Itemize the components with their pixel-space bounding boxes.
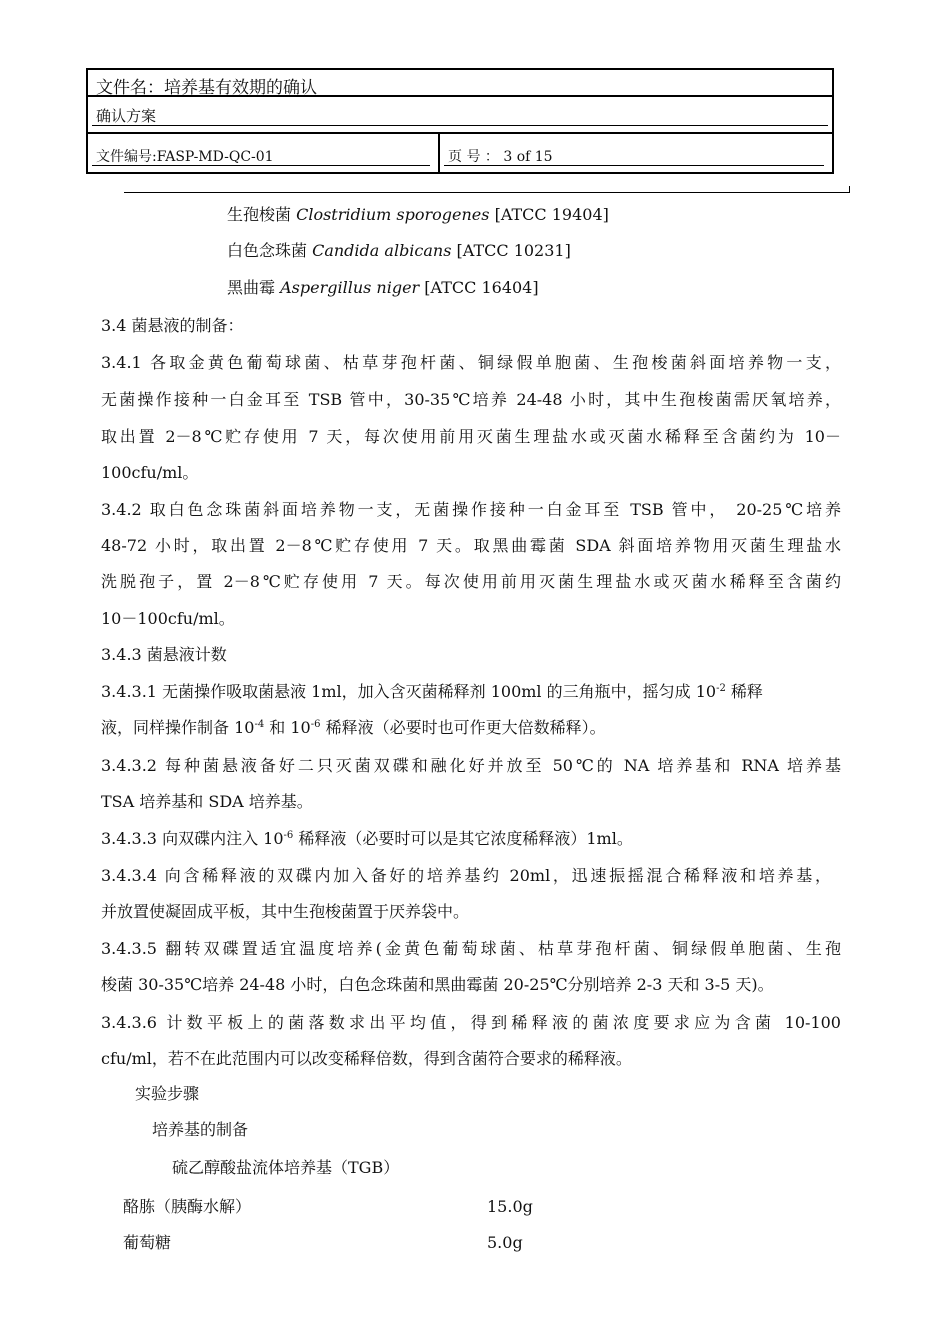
strain-latin-name: Aspergillus niger [280,278,420,297]
ingredient-name: 葡萄糖 [123,1233,172,1252]
paragraph-3-4-2-line: 48-72 小时，取出置 2－8℃贮存使用 7 天。取黑曲霉菌 SDA 斜面培养物用灭菌生理盐水 [101,536,841,555]
paragraph-3-4-2-line: 洗脱孢子，置 2－8℃贮存使用 7 天。每次使用前用灭菌生理盐水或灭菌水稀释至含菌约 [101,572,841,591]
strain-cn-name: 白色念珠菌 [227,241,313,260]
header-separator-line [124,192,850,193]
strain-atcc: [ATCC 16404] [419,278,539,297]
strain-item [227,205,609,225]
strain-item [227,241,571,261]
section-heading-3-4-3: 3.4.3 菌悬液计数 [101,645,227,664]
paragraph-3-4-3-1-line: 3.4.3.1 无菌操作吸取菌悬液 1ml，加入含灭菌稀释剂 100ml 的三角瓶中，摇匀成 $10^{-2}$ 稀释 [101,682,763,701]
ingredient-amount: 15.0g [487,1197,533,1216]
paragraph-3-4-3-5-line: 3.4.3.5 翻转双碟置适宜温度培养(金黄色葡萄球菌、枯草芽孢杆菌、铜绿假单胞菌、生孢 [101,939,841,958]
ingredient-amount: 5.0g [487,1233,523,1252]
paragraph-3-4-3-6-line: 3.4.3.6 计数平板上的菌落数求出平均值，得到稀释液的菌浓度要求应为含菌 10-100 [101,1013,841,1032]
strain-cn-name: 黑曲霉 [227,278,281,297]
separator-tick [849,186,850,192]
strain-item [227,278,539,298]
heading-tgb-medium: 硫乙醇酸盐流体培养基（TGB） [172,1158,400,1177]
file-name: 文件名：培养基有效期的确认 [96,78,317,98]
header-row-file-name [88,70,832,97]
paragraph-3-4-1-line: 取出置 2－8℃贮存使用 7 天，每次使用前用灭菌生理盐水或灭菌水稀释至含菌约为 10－ [101,427,841,446]
heading-medium-preparation: 培养基的制备 [152,1120,249,1139]
header-row-meta [88,134,832,174]
page-number: 页 号 ： 3 of 15 [448,149,553,165]
paragraph-3-4-3-2-line: 3.4.3.2 每种菌悬液备好二只灭菌双碟和融化好并放至 50℃的 NA 培养基和 RNA 培养基 [101,756,841,775]
strain-atcc: [ATCC 10231] [451,241,571,260]
file-number-cell [88,134,440,174]
heading-experiment-steps: 实验步骤 [135,1084,200,1103]
strain-cn-name: 生孢梭菌 [227,205,297,224]
paragraph-3-4-3-5-line: 梭菌 30-35℃培养 24-48 小时，白色念珠菌和黑曲霉菌 20-25℃分别培养 2-3 天和 3-5 天)。 [101,975,774,994]
paragraph-3-4-1-line: 3.4.1 各取金黄色葡萄球菌、枯草芽孢杆菌、铜绿假单胞菌、生孢梭菌斜面培养物一支， [101,353,841,372]
strain-latin-name: Clostridium sporogenes [296,205,490,224]
paragraph-3-4-2-line: 10－100cfu/ml。 [101,609,235,628]
document-header-table [86,68,834,174]
paragraph-3-4-3-4-line: 并放置使凝固成平板，其中生孢梭菌置于厌养袋中。 [101,902,470,921]
strain-latin-name: Candida albicans [312,241,452,260]
ingredient-name: 酪胨（胰酶水解） [123,1197,252,1216]
paragraph-3-4-3-4-line: 3.4.3.4 向含稀释液的双碟内加入备好的培养基约 20ml，迅速振摇混合稀释液和培养基， [101,866,831,885]
page-number-cell [440,134,832,174]
underline [444,165,824,166]
header-row-doc-type [88,97,832,134]
underline [92,165,430,166]
doc-type: 确认方案 [96,107,157,125]
strain-atcc: [ATCC 19404] [489,205,609,224]
paragraph-3-4-3-2-line: TSA 培养基和 SDA 培养基。 [101,792,313,811]
underline [92,125,828,126]
paragraph-3-4-3-1-line: 液，同样操作制备 $10^{-4}$ 和 $10^{-6}$ 稀释液（必要时也可作更大倍数稀释）。 [101,718,606,737]
paragraph-3-4-1-line: 100cfu/ml。 [101,463,199,482]
section-heading-3-4: 3.4 菌悬液的制备： [101,316,244,335]
paragraph-3-4-1-line: 无菌操作接种一白金耳至 TSB 管中，30-35℃培养 24-48 小时，其中生孢梭菌需厌氧培养， [101,390,841,409]
paragraph-3-4-2-line: 3.4.2 取白色念珠菌斜面培养物一支，无菌操作接种一白金耳至 TSB 管中， 20-25℃培养 [101,500,841,519]
paragraph-3-4-3-6-line: cfu/ml，若不在此范围内可以改变稀释倍数，得到含菌符合要求的稀释液。 [101,1049,632,1068]
paragraph-3-4-3-3: 3.4.3.3 向双碟内注入 $10^{-6}$ 稀释液（必要时可以是其它浓度稀释液）1ml。 [101,829,633,848]
file-number: 文件编号:FASP-MD-QC-01 [96,149,274,165]
